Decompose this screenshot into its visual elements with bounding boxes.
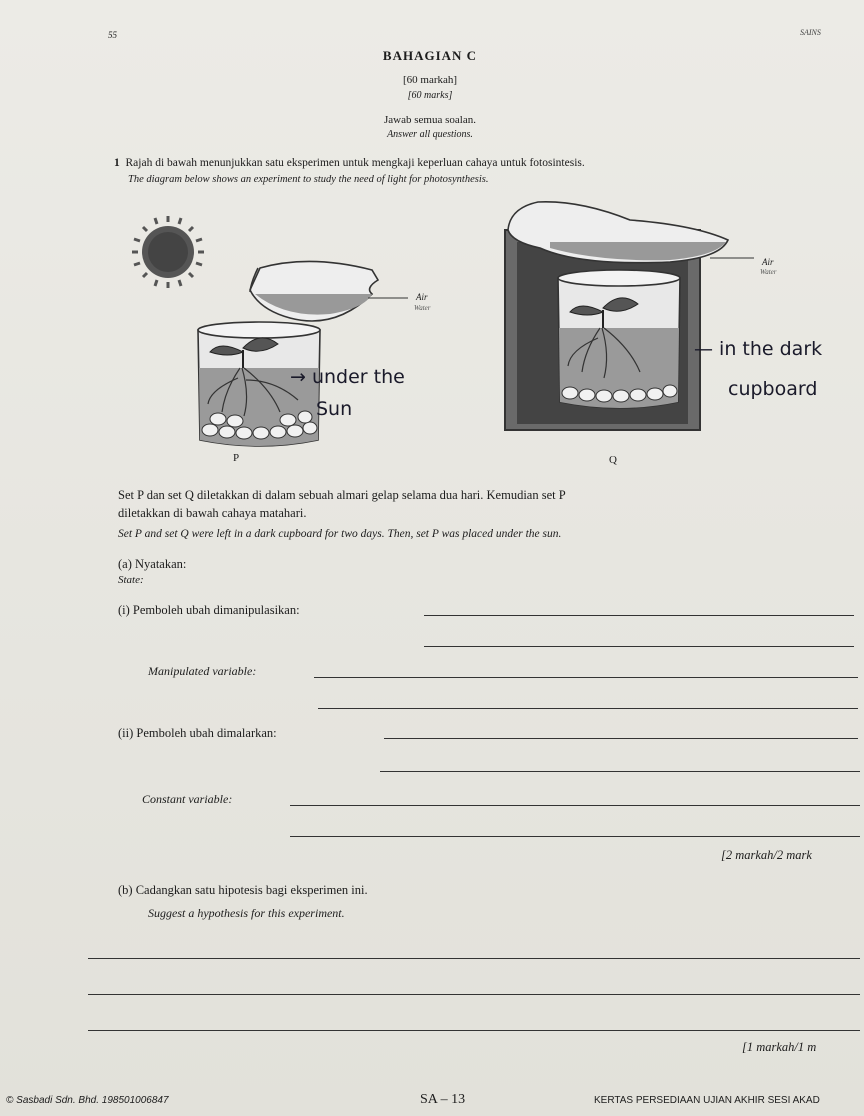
- section-title: BAHAGIAN C: [382, 48, 478, 63]
- marks-ms: [60 markah]: [402, 74, 458, 86]
- part-a-i-label: (i) Pemboleh ubah dimanipulasikan:: [118, 603, 300, 617]
- part-a-heading: (a) Nyatakan:: [118, 557, 187, 571]
- marks-en: [60 marks]: [407, 90, 453, 101]
- part-a-heading-en: State:: [118, 574, 144, 586]
- label-air-q: Air: [762, 257, 774, 267]
- answer-line-b-1[interactable]: [88, 958, 860, 959]
- marks-a: [2 markah/2 mark: [721, 848, 812, 862]
- question-stem-en: The diagram below shows an experiment to study the need of light for photosynthesis.: [128, 174, 489, 185]
- answer-line-b-2[interactable]: [88, 994, 860, 995]
- instruction-ms: Jawab semua soalan.: [384, 114, 476, 126]
- answer-line-a-ii-1[interactable]: [384, 738, 858, 739]
- footer-publisher: © Sasbadi Sdn. Bhd. 198501006847: [6, 1095, 169, 1106]
- answer-line-a-i-4[interactable]: [318, 708, 858, 709]
- answer-line-a-i-1[interactable]: [424, 615, 854, 616]
- beaker-p-icon: [250, 261, 378, 321]
- answer-line-a-ii-2[interactable]: [380, 771, 860, 772]
- description-ms-line2: diletakkan di bawah cahaya matahari.: [118, 506, 307, 520]
- handwriting-cupboard: cupboard: [728, 378, 818, 400]
- label-air-p: Air: [416, 292, 428, 302]
- question-number: 1: [114, 157, 120, 169]
- part-b-label-en: Suggest a hypothesis for this experiment.: [148, 906, 345, 920]
- marks-b: [1 markah/1 m: [742, 1040, 817, 1054]
- description-ms-line1: Set P dan set Q diletakkan di dalam sebuah almari gelap selama dua hari. Kemudian set P: [118, 488, 566, 502]
- part-b-label: (b) Cadangkan satu hipotesis bagi eksperimen ini.: [118, 883, 368, 897]
- handwriting-sun: Sun: [316, 398, 353, 420]
- footer-paper-title: KERTAS PERSEDIAAN UJIAN AKHIR SESI AKAD: [594, 1095, 820, 1106]
- experiment-diagram: [110, 190, 860, 480]
- label-water-q: Water: [760, 268, 777, 276]
- answer-line-a-ii-3[interactable]: [290, 805, 860, 806]
- label-water-p: Water: [414, 304, 431, 312]
- footer-page-code: SA – 13: [420, 1092, 466, 1107]
- part-a-i-label-en: Manipulated variable:: [148, 664, 257, 678]
- subject-code: SAINS: [800, 28, 821, 37]
- answer-line-a-i-2[interactable]: [424, 646, 854, 647]
- answer-line-a-ii-4[interactable]: [290, 836, 860, 837]
- instruction-en: Answer all questions.: [387, 129, 473, 140]
- handwriting-in-the-dark: — in the dark: [694, 338, 823, 360]
- sun-icon: [132, 216, 204, 288]
- part-a-ii-label: (ii) Pemboleh ubah dimalarkan:: [118, 726, 277, 740]
- description-en: Set P and set Q were left in a dark cupboard for two days. Then, set P was placed under the sun.: [118, 528, 562, 540]
- label-set-q: Q: [609, 454, 617, 466]
- handwriting-under-the: → under the: [290, 366, 405, 388]
- part-a-ii-label-en: Constant variable:: [142, 792, 233, 806]
- answer-line-b-3[interactable]: [88, 1030, 860, 1031]
- answer-line-a-i-3[interactable]: [314, 677, 858, 678]
- label-set-p: P: [233, 452, 240, 464]
- question-stem-ms: 1 Rajah di bawah menunjukkan satu eksperimen untuk mengkaji keperluan cahaya untuk fotosintesis.: [114, 157, 585, 169]
- page-number: 55: [108, 30, 117, 40]
